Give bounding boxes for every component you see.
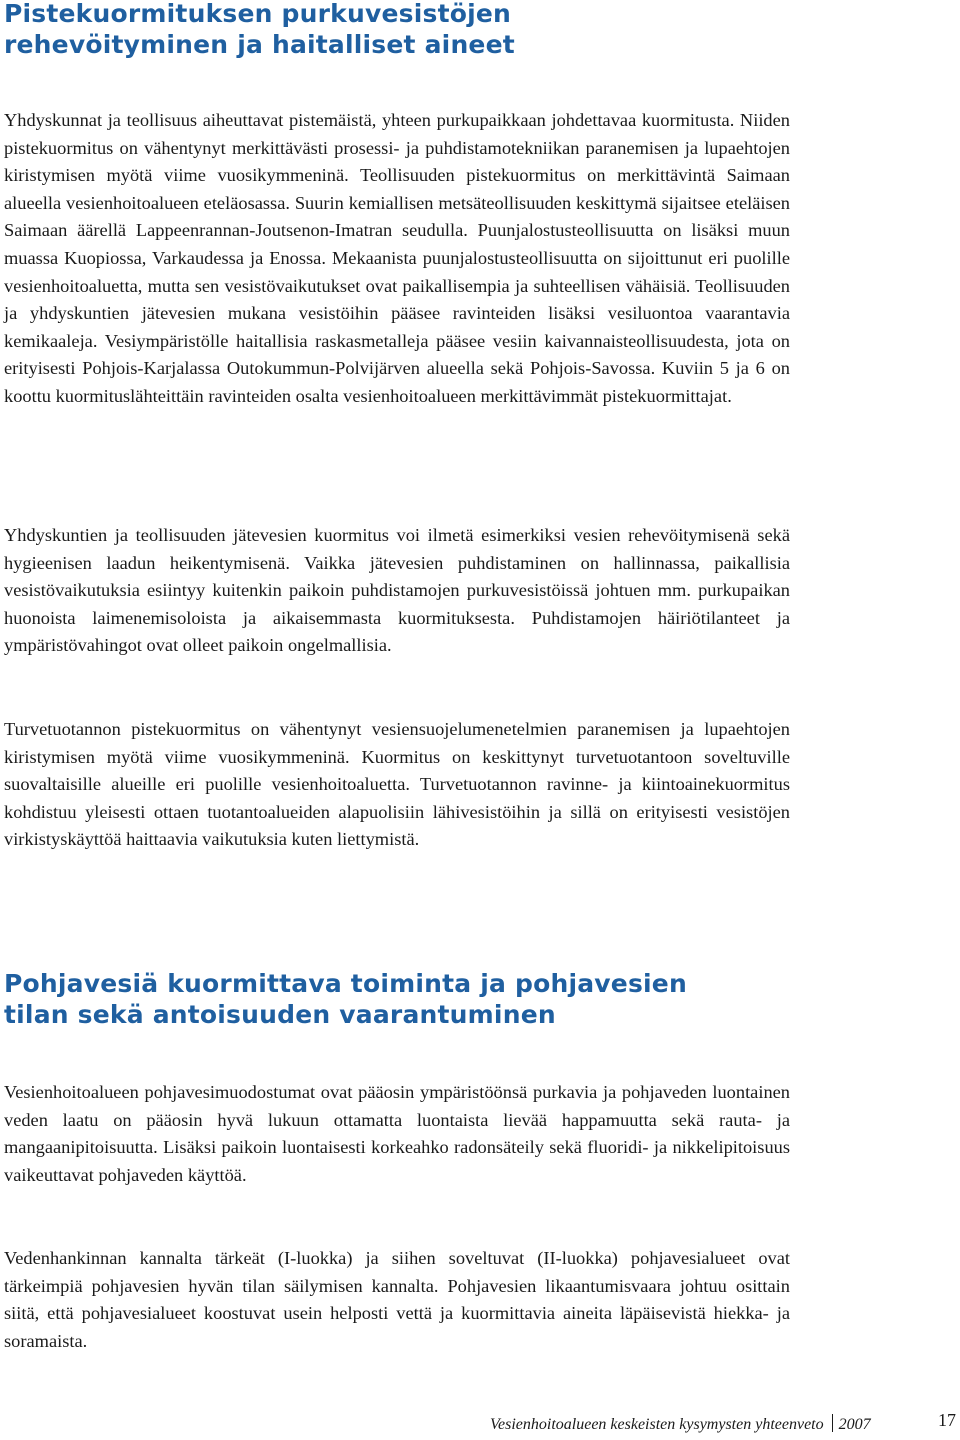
- section-title-line: Pistekuormituksen purkuvesistöjen: [4, 0, 512, 28]
- paragraph: Vedenhankinnan kannalta tärkeät (I-luokka) ja siihen soveltuvat (II-luokka) pohjavesialueet ovat tärkeimpiä pohjavesien hyvän tilan säilymisen kannalta. Pohjavesien likaantumisvaara johtuu osittain siitä, että pohjavesialueet koostuvat usein helposti vettä ja kuormittavia aineita läpäisevistä hiekka- ja soramaista.: [4, 1248, 790, 1351]
- section-title-line: Pohjavesiä kuormittava toiminta ja pohjavesien: [4, 969, 687, 998]
- page-footer: [490, 1414, 871, 1434]
- paragraph: Turvetuotannon pistekuormitus on vähentynyt vesiensuojelumenetelmien paranemisen ja lupaehtojen kiristymisen myötä viime vuosikymmeninä. Kuormitus on keskittynyt turvetuotantoon soveltuville suovaltaisille alueille eri puolille vesienhoitoaluetta. Turvetuotannon ravinne- ja kiintoainekuormitus kohdistuu yleisesti ottaen tuotantoalueiden alapuolisiin lähivesistöihin ja sillä on erityisesti vesistöjen virkistyskäyttöä haittaavia vaikutuksia kuten liettymistä.: [4, 719, 790, 850]
- section-title-groundwater: [4, 968, 687, 1030]
- footer-divider: [832, 1414, 833, 1432]
- footer-publication-title: Vesienhoitoalueen keskeisten kysymysten yhteenveto: [490, 1416, 824, 1433]
- section-title-line: rehevöityminen ja haitalliset aineet: [4, 30, 515, 59]
- paragraph: Vesienhoitoalueen pohjavesimuodostumat ovat pääosin ympäristöönsä purkavia ja pohjaveden luontainen veden laatu on pääosin hyvä lukuun ottamatta luontaista lievää happamuutta sekä rauta- ja mangaanipitoisuutta. Lisäksi paikoin luontaisesti korkeahko radonsäteily sekä fluoridi- ja nikkelipitoisuus vaikeuttavat pohjaveden käyttöä.: [4, 1082, 790, 1185]
- section-title-point-load: [4, 0, 515, 60]
- footer-year: 2007: [838, 1416, 871, 1433]
- paragraph: Yhdyskuntien ja teollisuuden jätevesien kuormitus voi ilmetä esimerkiksi vesien rehevöitymisenä sekä hygieenisen laadun heikentymisenä. Vaikka jätevesien puhdistaminen on hallinnassa, paikallisia vesistövaikutuksia esiintyy kuitenkin paikoin puhdistamojen purkuvesistöissä johtuen mm. purkupaikan huonoista laimenemisoloista ja aikaisemmasta kuormituksesta. Puhdistamojen häiriötilanteet ja ympäristövahingot ovat olleet paikoin ongelmallisia.: [4, 525, 790, 656]
- page-number: 17: [938, 1410, 956, 1430]
- section-title-line: tilan sekä antoisuuden vaarantuminen: [4, 1000, 556, 1029]
- paragraph: Yhdyskunnat ja teollisuus aiheuttavat pistemäistä, yhteen purkupaikkaan johdettavaa kuormitusta. Niiden pistekuormitus on vähentynyt merkittävästi prosessi- ja puhdistamotekniikan paranemisen ja lupaehtojen kiristymisen myötä viime vuosikymmeninä. Teollisuuden pistekuormitus on merkittävintä Saimaan alueella vesienhoitoalueen eteläosassa. Suurin kemiallisen metsäteollisuuden keskittymä sijaitsee eteläisen Saimaan äärellä Lappeenrannan-Joutsenon-Imatran seudulla. Puunjalostusteollisuutta on lisäksi muun muassa Kuopiossa, Varkaudessa ja Enossa. Mekaanista puunjalostusteollisuutta on sijoittunut eri puolille vesienhoitoaluetta, mutta sen vesistövaikutukset ovat paikallisempia ja suhteellisen vähäisiä. Teollisuuden ja yhdyskuntien jätevesien mukana vesistöihin pääsee ravinteiden lisäksi vesiluontoa vaarantavia kemikaaleja. Vesiympäristölle haitallisia raskasmetalleja pääsee vesiin kaivannaisteollisuudesta, jota on erityisesti Pohjois-Karjalassa Outokummun-Polvijärven alueella sekä Pohjois-Savossa. Kuviin 5 ja 6 on koottu kuormituslähteittäin ravinteiden osalta vesienhoitoalueen merkittävimmät pistekuormittajat.: [4, 110, 790, 406]
